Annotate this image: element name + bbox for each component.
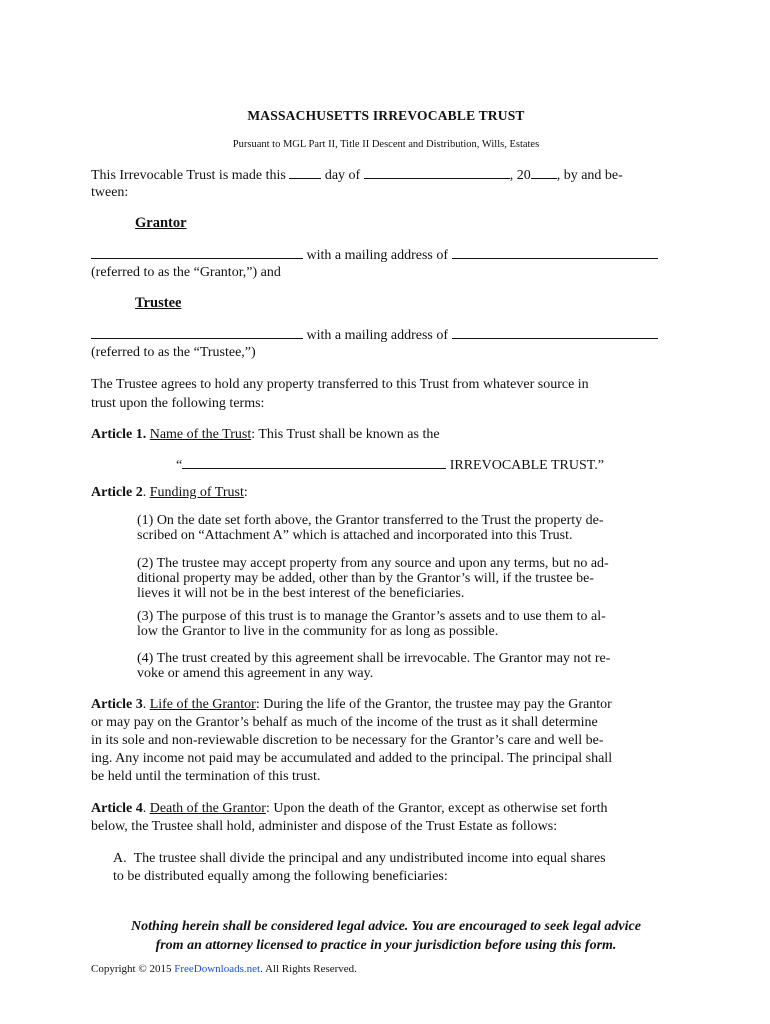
article-2-item-1: (1) On the date set forth above, the Grantor transferred to the Trust the property de- scribed on “Attachment A” which is attached and incorporated into this Trust. (137, 513, 604, 543)
article-2: Article 2. Funding of Trust: (91, 485, 248, 500)
grantor-referred: (referred to as the “Grantor,”) and (91, 265, 281, 280)
article-3: Article 3. Life of the Grantor: During the life of the Grantor, the trustee may pay the Grantor or may pay on the Grantor’s behalf as much of the income of the trust as it shall determine in its sole and non-reviewable discretion to be necessary for the Grantor’s care and well be- ing. Any income not paid may be accumulated and added to the principal. The principal shall be held until the termination of this trust. (91, 697, 613, 784)
intro-line-2: tween: (91, 185, 129, 200)
trustee-address-blank[interactable] (452, 326, 658, 339)
freedownloads-link[interactable]: FreeDownloads.net (174, 963, 261, 975)
article-2-item-4: (4) The trust created by this agreement shall be irrevocable. The Grantor may not re- voke or amend this agreement in any way. (137, 651, 611, 681)
article-1-label: Article 1. (91, 427, 147, 442)
article-3-label: Article 3 (91, 697, 143, 712)
article-4-name: Death of the Grantor (149, 801, 266, 816)
copyright: Copyright © 2015 FreeDownloads.net. All Rights Reserved. (91, 963, 357, 975)
grantor-line: with a mailing address of (91, 246, 658, 265)
intro-line-1: This Irrevocable Trust is made this day of , 20 , by and be- (91, 168, 623, 183)
trust-name-line: “ IRREVOCABLE TRUST.” (176, 458, 604, 473)
day-blank[interactable] (289, 166, 321, 179)
article-2-item-2: (2) The trustee may accept property from any source and upon any terms, but no ad- ditional property may be added, other than by the Grantor’s will, if the trustee be- lieves it will not be in the best interest of the beneficiaries. (137, 556, 609, 601)
trustee-referred: (referred to as the “Trustee,”) (91, 345, 256, 360)
agreement-line-2: trust upon the following terms: (91, 396, 265, 411)
trustee-name-blank[interactable] (91, 326, 303, 339)
document-subtitle: Pursuant to MGL Part II, Title II Descent and Distribution, Wills, Estates (232, 139, 540, 150)
grantor-name-blank[interactable] (91, 246, 303, 259)
grantor-heading: Grantor (135, 215, 187, 231)
article-4: Article 4. Death of the Grantor: Upon the death of the Grantor, except as otherwise set forth below, the Trustee shall hold, administer and dispose of the Trust Estate as follows: (91, 801, 608, 834)
trustee-line: with a mailing address of (91, 326, 658, 345)
grantor-address-blank[interactable] (452, 246, 658, 259)
item-a-label: A. (113, 851, 127, 866)
article-1-name: Name of the Trust (149, 427, 252, 442)
article-3-name: Life of the Grantor (149, 697, 256, 712)
article-2-label: Article 2 (91, 485, 143, 500)
trustee-heading: Trustee (135, 295, 182, 311)
document-title: MASSACHUSETTS IRREVOCABLE TRUST (247, 108, 525, 123)
month-blank[interactable] (364, 166, 510, 179)
article-2-item-3: (3) The purpose of this trust is to manage the Grantor’s assets and to use them to al- low the Grantor to live in the community for as long as possible. (137, 609, 606, 639)
legal-disclaimer: Nothing herein shall be considered legal advice. You are encouraged to seek legal advice from an attorney licensed to practice in your jurisdiction before using this form. (131, 919, 641, 953)
article-4-label: Article 4 (91, 801, 143, 816)
year-blank[interactable] (531, 166, 557, 179)
agreement-line-1: The Trustee agrees to hold any property transferred to this Trust from whatever source in (91, 377, 589, 392)
article-4-item-a: A. The trustee shall divide the principal and any undistributed income into equal shares to be distributed equally among the following beneficiaries: (113, 851, 606, 884)
article-1: Article 1. Name of the Trust: This Trust shall be known as the (91, 427, 440, 442)
trust-name-blank[interactable] (182, 456, 446, 469)
article-2-name: Funding of Trust (149, 485, 244, 500)
